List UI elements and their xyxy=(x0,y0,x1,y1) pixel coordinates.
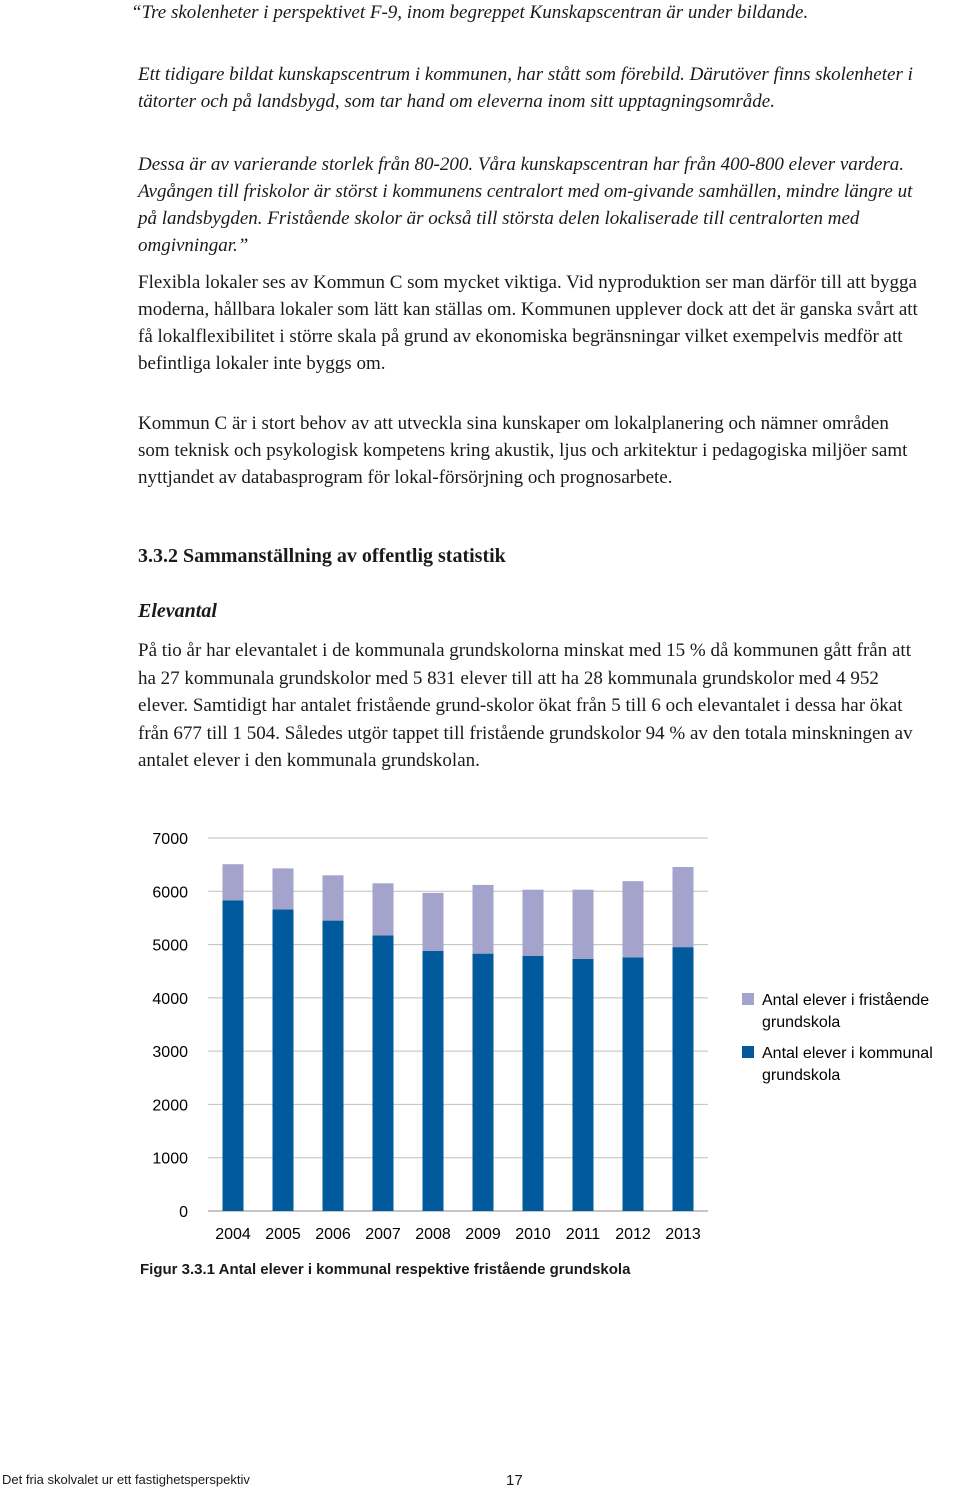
x-tick-label: 2012 xyxy=(615,1226,651,1243)
bar-fristaende xyxy=(273,868,294,909)
bar-kommunal xyxy=(573,959,594,1211)
y-tick-label: 2000 xyxy=(152,1097,188,1115)
x-tick-label: 2013 xyxy=(665,1226,701,1243)
bar-kommunal xyxy=(273,909,294,1211)
subsection-heading: Elevantal xyxy=(138,600,217,622)
bar-kommunal xyxy=(223,900,244,1211)
bar-fristaende xyxy=(423,893,444,951)
x-tick-label: 2009 xyxy=(465,1226,501,1243)
quote-paragraph-2: Ett tidigare bildat kunskapscentrum i kommunen, har stått som förebild. Därutöver finns skolenheter i tätorter och på landsbygd, som tar hand om eleverna inom sitt upptagningsområde. xyxy=(138,64,913,112)
bar-kommunal xyxy=(423,951,444,1211)
bar-kommunal xyxy=(373,936,394,1211)
legend-swatch xyxy=(742,1046,754,1058)
x-tick-label: 2005 xyxy=(265,1226,301,1243)
footer-title: Det fria skolvalet ur ett fastighetsperspektiv xyxy=(2,1472,250,1487)
body-paragraph-elevantal: På tio år har elevantalet i de kommunala grundskolorna minskat med 15 % då kommunen gått från att ha 27 kommunala grundskolor med 5 831 elever till att ha 28 kommunala grundskolor med 4 952 elever. Samtidigt har antalet fristående grund-skolor ökat från 5 till 6 och elevantalet i dessa har ökat från 677 till 1 504. Således utgör tappet till fristående grundskolor 94 % av den totala minskningen av antalet elever i den kommunala grundskolan. xyxy=(138,640,913,771)
bar-fristaende xyxy=(323,875,344,920)
y-tick-label: 5000 xyxy=(152,937,188,955)
x-tick-label: 2006 xyxy=(315,1226,351,1243)
bar-kommunal xyxy=(323,921,344,1211)
legend-swatch xyxy=(742,993,754,1005)
bar-kommunal xyxy=(623,957,644,1211)
y-tick-label: 4000 xyxy=(152,990,188,1008)
x-tick-label: 2010 xyxy=(515,1226,551,1243)
bar-fristaende xyxy=(573,890,594,959)
x-tick-label: 2007 xyxy=(365,1226,401,1243)
body-paragraph-flexibla: Flexibla lokaler ses av Kommun C som mycket viktiga. Vid nyproduktion ser man därför till att bygga moderna, hållbara lokaler som lätt kan ställas om. Kommunen upplever dock att det är ganska svårt att få lokalflexibilitet i större skala på grund av ekonomiska begränsningar vilket exempelvis medför att befintliga lokaler inte byggs om. xyxy=(138,272,918,374)
y-tick-label: 3000 xyxy=(152,1044,188,1062)
bar-kommunal xyxy=(523,956,544,1211)
bar-fristaende xyxy=(223,864,244,900)
y-tick-label: 0 xyxy=(179,1204,188,1221)
bar-kommunal xyxy=(473,954,494,1211)
legend-label: Antal elever i kommunal grundskola xyxy=(762,1045,933,1084)
student-count-chart xyxy=(140,820,960,1250)
y-tick-label: 7000 xyxy=(152,831,188,848)
bar-fristaende xyxy=(623,881,644,957)
quote-paragraph-3: Dessa är av varierande storlek från 80-200. Våra kunskapscentran har från 400-800 elever vardera. Avgången till friskolor är störst i kommunens centralort med om-givande samhällen, mindre längre ut på landsbygden. Fristående skolor är också till största delen lokaliserade till centralorten med omgivningar.” xyxy=(138,154,913,256)
bar-fristaende xyxy=(473,885,494,954)
figure-caption: Figur 3.3.1 Antal elever i kommunal respektive fristående grundskola xyxy=(140,1261,631,1278)
x-tick-label: 2008 xyxy=(415,1226,451,1243)
legend-label: Antal elever i fristående grundskola xyxy=(762,992,930,1031)
bar-fristaende xyxy=(673,867,694,947)
bar-fristaende xyxy=(373,883,394,935)
x-tick-label: 2011 xyxy=(565,1226,601,1243)
y-tick-label: 6000 xyxy=(152,884,188,902)
body-paragraph-kompetens: Kommun C är i stort behov av att utveckla sina kunskaper om lokalplanering och nämner områden som teknisk och psykologisk kompetens kring akustik, ljus och arkitektur i pedagogiska miljöer samt nyttjandet av databasprogram för lokal-försörjning och prognosarbete. xyxy=(138,413,908,488)
page-number: 17 xyxy=(506,1472,523,1489)
x-tick-label: 2004 xyxy=(215,1226,251,1243)
y-tick-label: 1000 xyxy=(152,1150,188,1168)
section-heading: 3.3.2 Sammanställning av offentlig statistik xyxy=(138,545,506,567)
bar-kommunal xyxy=(673,947,694,1211)
quote-paragraph-1: “Tre skolenheter i perspektivet F-9, inom begreppet Kunskapscentran är under bildande. xyxy=(131,2,809,23)
bar-fristaende xyxy=(523,890,544,956)
